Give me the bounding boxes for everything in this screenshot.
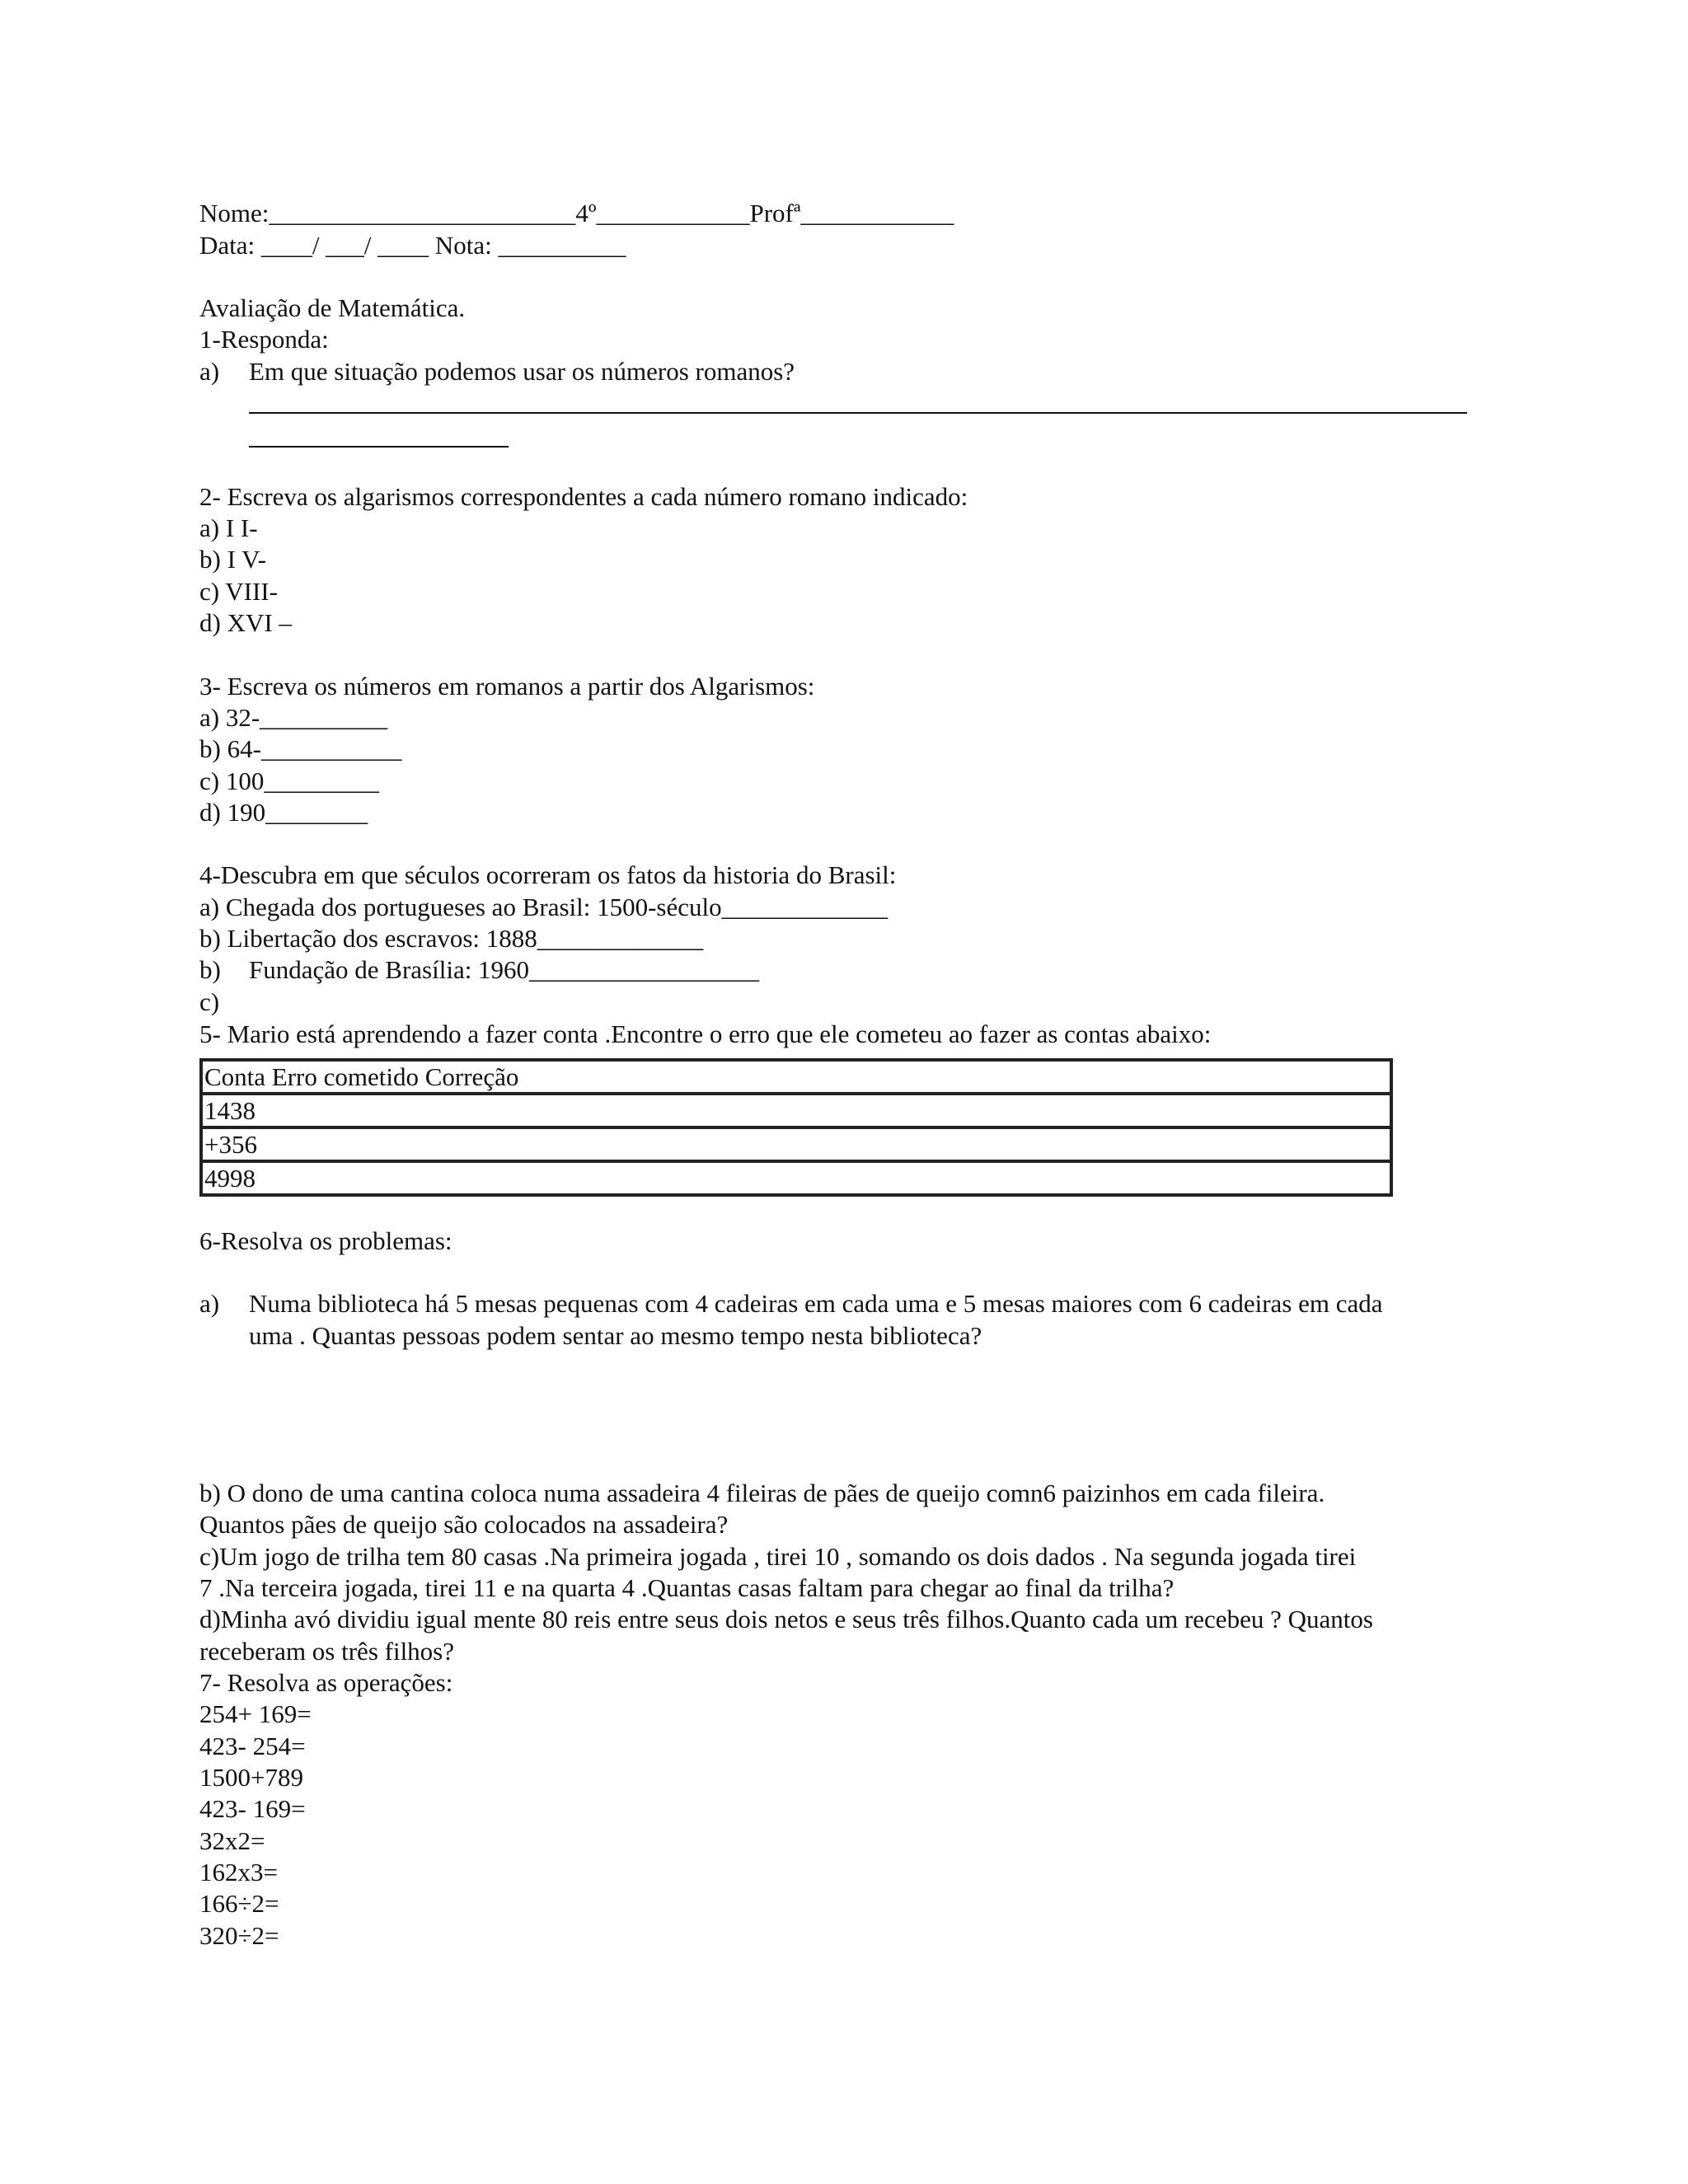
q1-answer-line-2 [249,446,509,448]
table-cell: 4998 [201,1161,1391,1195]
q1-a-marker: a) [199,357,220,386]
table-cell: Conta Erro cometido Correção [201,1060,1391,1094]
q4-item-b2-text: Fundação de Brasília: 1960__________________ [249,955,760,984]
table-cell: +356 [201,1127,1391,1161]
q1-a-text: Em que situação podemos usar os números romanos? [249,357,795,386]
q3-heading: 3- Escreva os números em romanos a partir dos Algarismos: [199,672,815,701]
header-name-line: Nome:________________________4º____________Profª____________ [199,199,954,227]
q2-item: b) I V- [199,545,266,574]
header-date-line: Data: ____/ ___/ ____ Nota: __________ [199,231,626,260]
q1-answer-line-1 [249,412,1467,414]
q7-item: 166÷2= [199,1889,279,1918]
q4-item-c: c) [199,987,220,1016]
q6-b-line-1: b) O dono de uma cantina coloca numa assadeira 4 fileiras de pães de queijo comn6 paizinhos em cada fileira. [199,1479,1325,1507]
q7-item: 1500+789 [199,1763,303,1792]
q7-heading: 7- Resolva as operações: [199,1668,453,1697]
q4-item-a: a) Chegada dos portugueses ao Brasil: 1500-século_____________ [199,893,889,921]
q6-c-line-2: 7 .Na terceira jogada, tirei 11 e na quarta 4 .Quantas casas faltam para chegar ao final da trilha? [199,1573,1175,1602]
q6-b-line-2: Quantos pães de queijo são colocados na assadeira? [199,1510,729,1539]
q7-item: 320÷2= [199,1921,279,1950]
table-row [201,1161,1391,1195]
table-row [201,1094,1391,1127]
q5-heading: 5- Mario está aprendendo a fazer conta .Encontre o erro que ele cometeu ao fazer as contas abaixo: [199,1019,1212,1048]
q6-a-line-2: uma . Quantas pessoas podem sentar ao mesmo tempo nesta biblioteca? [249,1321,982,1350]
page-title: Avaliação de Matemática. [199,293,466,322]
q2-item: a) I I- [199,513,258,542]
q1-heading: 1-Responda: [199,325,329,354]
q6-c-line-1: c)Um jogo de trilha tem 80 casas .Na primeira jogada , tirei 10 , somando os dois dados . Na segunda jogada tirei [199,1542,1357,1571]
table-row [201,1127,1391,1161]
q2-heading: 2- Escreva os algarismos correspondentes a cada número romano indicado: [199,482,968,511]
table-row [201,1060,1391,1094]
q4-heading: 4-Descubra em que séculos ocorreram os fatos da historia do Brasil: [199,860,897,889]
q3-item: a) 32-__________ [199,703,388,732]
q5-table [199,1058,1393,1197]
q2-item: d) XVI – [199,608,292,637]
q7-item: 423- 169= [199,1794,306,1823]
q4-item-b2-marker: b) [199,955,221,984]
q2-item: c) VIII- [199,577,278,606]
q6-d-line-2: receberam os três filhos? [199,1637,455,1666]
q7-item: 254+ 169= [199,1699,312,1728]
q7-item: 32x2= [199,1826,265,1855]
q7-item: 423- 254= [199,1732,306,1760]
q3-item: c) 100_________ [199,766,379,795]
q7-item: 162x3= [199,1858,278,1886]
q6-a-line-1: Numa biblioteca há 5 mesas pequenas com 4 cadeiras em cada uma e 5 mesas maiores com 6 cadeiras em cada [249,1289,1383,1318]
q6-heading: 6-Resolva os problemas: [199,1226,452,1255]
q3-item: b) 64-___________ [199,734,402,763]
q6-d-line-1: d)Minha avó dividiu igual mente 80 reis entre seus dois netos e seus três filhos.Quanto cada um recebeu ? Quantos [199,1605,1373,1633]
q4-item-b: b) Libertação dos escravos: 1888_____________ [199,924,704,953]
table-cell: 1438 [201,1094,1391,1127]
q3-item: d) 190________ [199,798,368,827]
q6-a-marker: a) [199,1289,220,1318]
